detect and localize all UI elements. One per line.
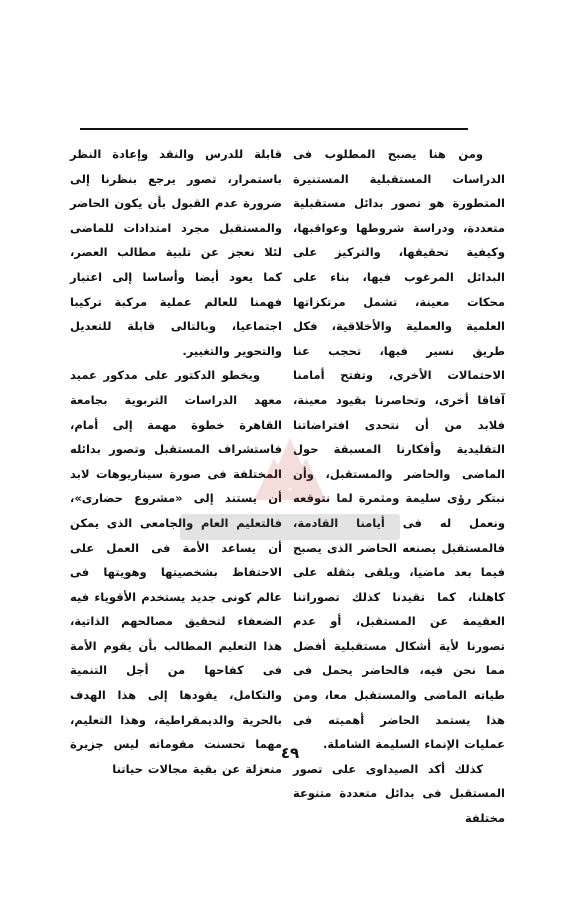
paragraph: قابلة للدرس والنقد وإعادة النظر باستمرار، تصور يرجع بنظرنا إلى ضرورة عدم القبول بأن يكون الحاضر والمستقبل مجرد امتدادات للماضى لئلا نعجز عن تلبية مطالب العصر، كما يعود أيضا وأساسا إلى اعتبار فهمنا للعالم عملية مركبة تركيبا اجتماعيا، وبالتالى قابلة للتعديل والتحوير والتغيير. — [70, 147, 282, 358]
paragraph: ومن هنا يصبح المطلوب فى الدراسات المستقبلية المستنيرة المتطورة هو تصور بدائل مستقبلية متعددة، ودراسة شروطها وعواقبها، وكيفية تحقيقها، والتركيز على البدائل المرغوب فيها، بناء على محكات معينة، تشمل مرتكزاتها العلمية والعملية والأخلاقية، فكل طريق نسير فيها، تحجب عنا الاحتمالات الأخرى، وتفتح أمامنا آفاقا أخرى، وتحاصرنا بقيود معينة، فلابد من أن نتحدى افتراضاتنا التقليدية وأفكارنا المسبقة حول الماضى والحاضر والمستقبل، وأن نبتكر رؤى سليمة ومثمرة لما نتوقعه ونعمل له فى أيامنا القادمة، فالمستقبل يصنعه الحاضر الذى يصبح فيما بعد ماضيا، ويلقى بثقله على كاهلنا، كما تقيدنا كذلك تصوراتنا العقيمة عن المستقبل، أو عدم تصورنا لأية أشكال مستقبلية أفضل مما نحن فيه، فالحاضر يحمل فى طياته الماضى والمستقبل معا، ومن هذا يستمد الحاضر أهميته فى عمليات الإنماء السليمة الشاملة. — [293, 147, 505, 752]
paragraph: كذلك أكد الصيداوى على تصور المستقبل فى بدائل متعددة متنوعة مختلفة — [293, 761, 505, 826]
page-number: ٤٩ — [280, 744, 300, 762]
top-rule — [80, 128, 468, 130]
text-column-left — [70, 142, 282, 781]
text-column-right — [293, 142, 505, 831]
paragraph: ويخطو الدكتور على مدكور عميد معهد الدراسات التربوية بجامعة القاهرة خطوة مهمة إلى أمام، فاستشراف المستقبل وتصور بدائله المختلفة فى صورة سيناريوهات لابد أن يستند إلى «مشروع حضارى»، فالتعليم العام والجامعى الذى يمكن أن يساعد الأمة فى العمل على الاحتفاظ بشخصيتها وهويتها فى عالم كونى جديد يستخدم الأقوياء فيه الضعفاء لتحقيق مصالحهم الذاتية، هذا التعليم المطالب بأن يقوم الأمة فى كفاحها من أجل التنمية والتكامل، يقودها إلى هذا الهدف بالحرية والديمقراطية، وهذا التعليم، مهما تحسنت مقوماته ليس جزيرة منعزلة عن بقية مجالات حياتنا — [70, 368, 282, 776]
